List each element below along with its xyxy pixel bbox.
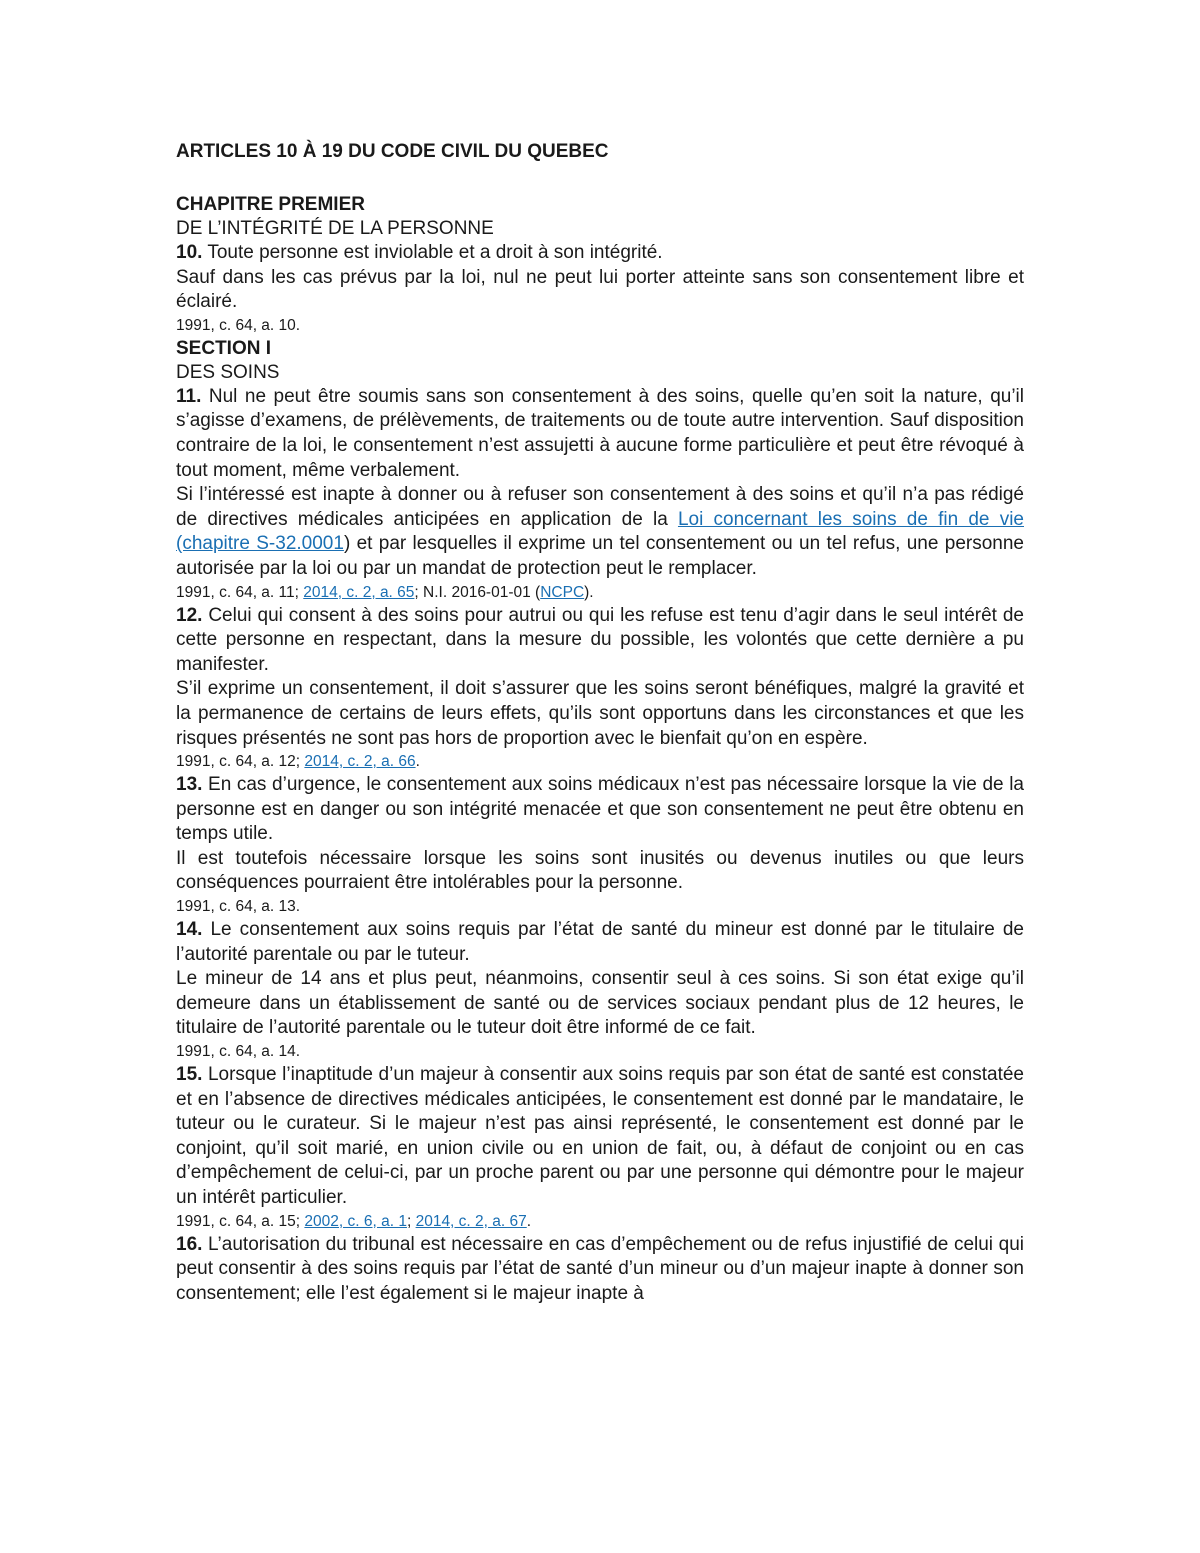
amendment-link[interactable]: 2014, c. 2, a. 66: [304, 753, 416, 771]
article-10-paragraph-2: Sauf dans les cas prévus par la loi, nul ne peut lui porter atteinte sans son consentement libre et éclairé.: [176, 266, 1024, 313]
article-13-history: 1991, c. 64, a. 13.: [176, 898, 301, 916]
article-13-paragraph-2: Il est toutefois nécessaire lorsque les soins sont inusités ou devenus inutiles ou que leurs conséquences pourraient être intolérables pour la personne.: [176, 847, 1024, 894]
article-14-paragraph-1: [176, 918, 1024, 967]
article-number: 11.: [176, 385, 202, 407]
article-number: 12.: [176, 604, 203, 626]
article-text: En cas d’urgence, le consentement aux soins médicaux n’est pas nécessaire lorsque la vie de la personne est en danger ou son intégrité menacée et que son consentement ne peut être obtenu en temps utile.: [176, 774, 1024, 845]
history-text: 1991, c. 64, a. 12;: [176, 753, 305, 771]
article-number: 13.: [176, 774, 203, 796]
article-11-paragraph-1: [176, 385, 1024, 483]
history-text: .: [526, 1212, 532, 1230]
article-13-paragraph-1: [176, 773, 1024, 847]
history-text: ;: [406, 1212, 416, 1230]
article-15-history: [176, 1211, 1024, 1233]
article-12-paragraph-2: S’il exprime un consentement, il doit s’assurer que les soins seront bénéfiques, malgré la gravité et la permanence de certains de leurs effets, qu’ils sont opportuns dans les circonstances et que les risques présentés ne sont pas hors de proportion avec le bienfait qu’on en espère.: [176, 678, 1024, 749]
article-11-history: [176, 582, 1024, 604]
article-text: Le consentement aux soins requis par l’état de santé du mineur est donné par le titulaire de l’autorité parentale ou par le tuteur.: [176, 919, 1024, 965]
article-text: ) et par lesquelles il exprime un tel consentement ou un tel refus, une personne autorisée par la loi ou par un mandat de protection peut le remplacer.: [176, 533, 1024, 579]
history-text: 1991, c. 64, a. 15;: [176, 1212, 305, 1230]
article-10-paragraph-1: [176, 241, 1024, 266]
article-11-paragraph-2: [176, 483, 1024, 581]
article-text: Celui qui consent à des soins pour autrui ou qui les refuse est tenu d’agir dans le seul intérêt de cette personne en respectant, dans la mesure du possible, les volontés que cette dernière a pu manifester.: [176, 604, 1024, 675]
article-text: L’autorisation du tribunal est nécessaire en cas d’empêchement ou de refus injustifié de celui qui peut consentir à des soins requis par l’état de santé d’un mineur ou d’un majeur inapte à donner son consentement; elle l’est également si le majeur inapte à: [176, 1233, 1024, 1304]
article-14-history: 1991, c. 64, a. 14.: [176, 1043, 301, 1061]
article-16-paragraph-1: [176, 1233, 1024, 1307]
chapter-heading: CHAPITRE PREMIER: [176, 194, 365, 215]
article-number: 14.: [176, 919, 203, 941]
article-text: Si l’intéressé est inapte à donner ou à refuser son consentement à des soins et qu’il n’a pas rédigé de directives médicales anticipées en application de la: [176, 484, 1024, 530]
ncpc-link[interactable]: NCPC: [540, 583, 585, 601]
article-14-paragraph-2: Le mineur de 14 ans et plus peut, néanmoins, consentir seul à ces soins. Si son état exige qu’il demeure dans un établissement de santé ou de services sociaux pendant plus de 12 heures, le titulaire de l’autorité parentale ou le tuteur doit être informé de ce fait.: [176, 968, 1024, 1039]
history-text: .: [415, 753, 420, 771]
article-number: 15.: [176, 1064, 203, 1086]
amendment-link[interactable]: 2014, c. 2, a. 65: [303, 583, 415, 601]
document-title: ARTICLES 10 À 19 DU CODE CIVIL DU QUEBEC: [176, 141, 609, 162]
article-10-history: 1991, c. 64, a. 10.: [176, 316, 301, 334]
article-text: Lorsque l’inaptitude d’un majeur à consentir aux soins requis par son état de santé est constatée et en l’absence de directives médicales anticipées, le consentement est donné par le mandataire, le tuteur ou le curateur. Si le majeur n’est pas ainsi représenté, le consentement est donné par le conjoint, qu’il soit marié, en union civile ou en union de fait, ou, à défaut de conjoint ou en cas d’empêchement de celui-ci, par un proche parent ou par une personne qui démontre pour le majeur un intérêt particulier.: [176, 1064, 1024, 1208]
article-text: Toute personne est inviolable et a droit à son intégrité.: [202, 242, 663, 263]
law-reference-link[interactable]: Loi concernant les soins de fin de vie (chapitre S-32.0001: [176, 508, 1024, 555]
section-heading: SECTION I: [176, 337, 272, 359]
amendment-link[interactable]: 2014, c. 2, a. 67: [415, 1212, 527, 1230]
article-text: Nul ne peut être soumis sans son consentement à des soins, quelle qu’en soit la nature, qu’il s’agisse d’examens, de prélèvements, de traitements ou de toute autre intervention. Sauf disposition contraire de la loi, le consentement n’est assujetti à aucune forme particulière et peut être révoqué à tout moment, même verbalement.: [176, 385, 1024, 481]
section-subtitle: DES SOINS: [176, 361, 280, 383]
article-12-history: [176, 751, 1024, 773]
amendment-link[interactable]: 2002, c. 6, a. 1: [304, 1212, 407, 1230]
article-number: 10.: [176, 242, 203, 263]
history-text: ; N.I. 2016-01-01 (: [414, 583, 541, 601]
document-page: [176, 140, 1024, 1306]
article-12-paragraph-1: [176, 604, 1024, 678]
article-number: 16.: [176, 1233, 203, 1255]
chapter-subtitle: DE L’INTÉGRITÉ DE LA PERSONNE: [176, 218, 494, 239]
article-15-paragraph-1: [176, 1063, 1024, 1211]
history-text: 1991, c. 64, a. 11;: [176, 583, 304, 601]
history-text: ).: [584, 583, 594, 601]
